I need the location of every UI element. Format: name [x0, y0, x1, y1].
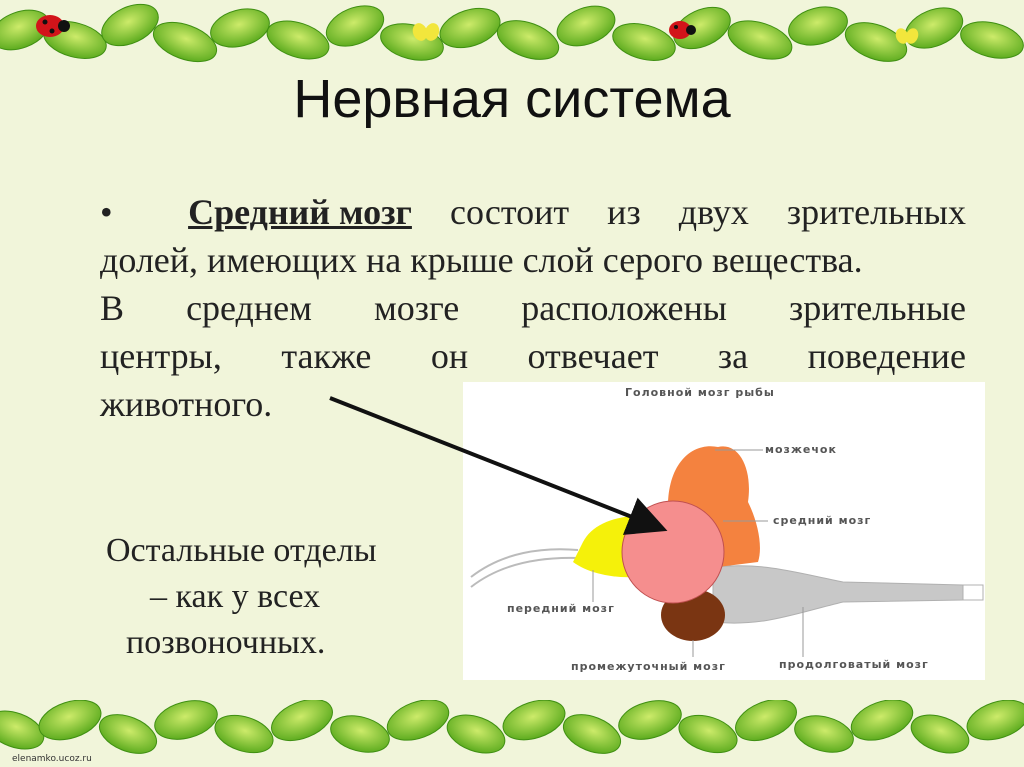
term-midbrain: Средний мозг: [188, 192, 412, 232]
word: поведение: [807, 336, 966, 376]
other-line-2: – как у всех: [150, 578, 321, 615]
slide-title: Нервная система: [293, 69, 731, 129]
word: зрительных: [786, 192, 966, 232]
word: В: [100, 288, 125, 328]
word: расположены: [521, 288, 727, 328]
word: центры,: [100, 336, 222, 376]
word: он: [430, 336, 469, 376]
word: мозге: [373, 288, 460, 328]
word: состоит: [449, 192, 570, 232]
watermark: elenamko.ucoz.ru: [12, 754, 92, 764]
word: зрительные: [788, 288, 966, 328]
word: из: [607, 192, 641, 232]
diagram-title: Головной мозг рыбы: [625, 386, 775, 399]
word: также: [281, 336, 372, 376]
leaf-border-bottom: [0, 700, 1024, 767]
word: среднем: [186, 288, 312, 328]
word: отвечает: [527, 336, 659, 376]
bullet-line-5: животного.: [100, 384, 273, 424]
other-sections-text: [106, 528, 466, 666]
pointer-arrow: [330, 398, 660, 528]
bullet-line-2: долей, имеющих на крыше слой серого вещества.: [100, 240, 863, 280]
word: двух: [678, 192, 749, 232]
bullet-marker: •: [100, 192, 113, 232]
other-line-3: позвоночных.: [126, 624, 326, 661]
label-cerebellum: мозжечок: [765, 443, 837, 456]
label-medulla: продолговатый мозг: [779, 658, 929, 671]
label-midbrain: средний мозг: [773, 514, 872, 527]
label-forebrain: передний мозг: [507, 602, 615, 615]
label-diencephalon: промежуточный мозг: [571, 660, 726, 673]
word: за: [717, 336, 749, 376]
other-line-1: Остальные отделы: [106, 532, 377, 569]
